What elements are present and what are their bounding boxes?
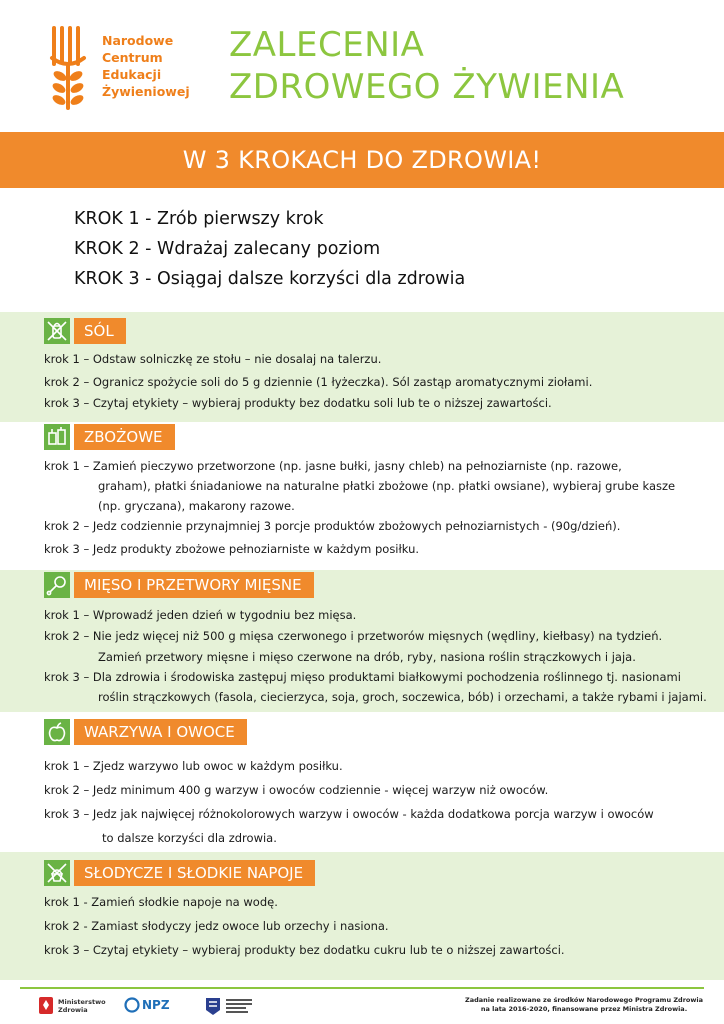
header: [0, 0, 724, 132]
step-item: KROK 1 - Zrób pierwszy krok: [74, 209, 324, 229]
steps-list: [74, 204, 465, 294]
section-line: krok 3 – Dla zdrowia i środowiska zastępuj mięso produktami białkowymi pochodzenia roślinnego tj. nasionami: [44, 670, 681, 684]
footer-divider: [20, 987, 704, 989]
wheat-logo-icon: [46, 24, 90, 110]
section-line: Zamień przetwory mięsne i mięso czerwone na drób, ryby, nasiona roślin strączkowych i jaja.: [98, 650, 636, 664]
partner-emblem-icon: [204, 996, 222, 1016]
partner-text-lines: [226, 999, 252, 1013]
ministry-logo[interactable]: [38, 996, 108, 1016]
banner: W 3 KROKACH DO ZDROWIA!: [0, 132, 724, 188]
logo-line: Edukacji: [102, 67, 162, 82]
logo-line: Narodowe: [102, 33, 174, 48]
npz-logo[interactable]: [124, 996, 174, 1016]
section-warzywa: [0, 712, 724, 852]
section-line: roślin strączkowych (fasola, ciecierzyca, soja, groch, soczewica, bób) i orzechami, a także rybami i jajami.: [98, 690, 707, 704]
section-label: WARZYWA I OWOCE: [74, 719, 247, 745]
section-label: SŁODYCZE I SŁODKIE NAPOJE: [74, 860, 315, 886]
section-line: krok 2 – Ogranicz spożycie soli do 5 g dziennie (1 łyżeczka). Sól zastąp aromatycznymi ziołami.: [44, 375, 593, 389]
ncez-logo[interactable]: [46, 24, 196, 114]
section-line: krok 1 – Wprowadź jeden dzień w tygodniu bez mięsa.: [44, 608, 357, 622]
section-line: krok 3 – Jedz produkty zbożowe pełnoziarniste w każdym posiłku.: [44, 542, 420, 556]
npz-text: NPZ: [142, 998, 170, 1012]
section-line: krok 3 – Jedz jak najwięcej różnokolorowych warzyw i owoców - każda dodatkowa porcja warzyw i owoców: [44, 807, 654, 821]
section-line: krok 1 – Zamień pieczywo przetworzone (np. jasne bułki, jasny chleb) na pełnoziarniste (np. razowe,: [44, 459, 622, 473]
logo-line: Żywieniowej: [102, 84, 190, 99]
npz-emblem-icon: [124, 997, 140, 1013]
page-title: [229, 24, 624, 108]
step-item: KROK 3 - Osiągaj dalsze korzyści dla zdrowia: [74, 269, 466, 289]
section-sol: [0, 312, 724, 422]
section-line: krok 3 – Czytaj etykiety – wybieraj produkty bez dodatku soli lub te o niższej zawartości.: [44, 396, 552, 410]
drumstick-icon: [44, 572, 70, 598]
section-line: krok 2 – Jedz minimum 400 g warzyw i owoców codziennie - więcej warzyw niż owoców.: [44, 783, 549, 797]
ministry-line: Ministerstwo: [58, 998, 106, 1006]
ministry-text: [58, 998, 106, 1014]
section-line: krok 2 – Nie jedz więcej niż 500 g mięsa czerwonego i przetworów mięsnych (wędliny, kiełbasy) na tydzień.: [44, 629, 663, 643]
cupcake-crossed-icon: [44, 860, 70, 886]
title-line-2: ZDROWEGO ŻYWIENIA: [229, 67, 625, 107]
logo-text: [102, 32, 190, 100]
partner-logo[interactable]: [204, 996, 264, 1016]
section-line: krok 1 – Odstaw solniczkę ze stołu – nie dosalaj na talerzu.: [44, 352, 382, 366]
ministry-line: Zdrowia: [58, 1006, 88, 1014]
section-line: krok 2 - Zamiast słodyczy jedz owoce lub orzechy i nasiona.: [44, 919, 389, 933]
logo-line: Centrum: [102, 50, 163, 65]
section-slodycze: [0, 852, 724, 980]
grain-icon: [44, 424, 70, 450]
section-mieso: [0, 570, 724, 712]
section-line: krok 3 – Czytaj etykiety – wybieraj produkty bez dodatku cukru lub te o niższej zawartości.: [44, 943, 565, 957]
step-item: KROK 2 - Wdrażaj zalecany poziom: [74, 239, 381, 259]
section-line: krok 2 – Jedz codziennie przynajmniej 3 porcje produktów zbożowych pełnoziarnistych - (90g/dzień).: [44, 519, 621, 533]
title-line-1: ZALECENIA: [229, 25, 425, 65]
section-label: MIĘSO I PRZETWORY MIĘSNE: [74, 572, 314, 598]
section-line: graham), płatki śniadaniowe na naturalne płatki zbożowe (np. płatki owsiane), wybieraj grube kasze: [98, 479, 676, 493]
section-line: to dalsze korzyści dla zdrowia.: [102, 831, 277, 845]
section-line: krok 1 - Zamień słodkie napoje na wodę.: [44, 895, 278, 909]
section-zbozowe: [0, 422, 724, 570]
section-label: SÓL: [74, 318, 126, 344]
ministry-emblem-icon: [38, 996, 54, 1016]
funding-note: Zadanie realizowane ze środków Narodowego Programu Zdrowia na lata 2016-2020, finansowane przez Ministra Zdrowia.: [465, 996, 703, 1013]
apple-icon: [44, 719, 70, 745]
section-label: ZBOŻOWE: [74, 424, 175, 450]
section-line: krok 1 – Zjedz warzywo lub owoc w każdym posiłku.: [44, 759, 343, 773]
section-line: (np. gryczana), makarony razowe.: [98, 499, 295, 513]
salt-crossed-icon: [44, 318, 70, 344]
